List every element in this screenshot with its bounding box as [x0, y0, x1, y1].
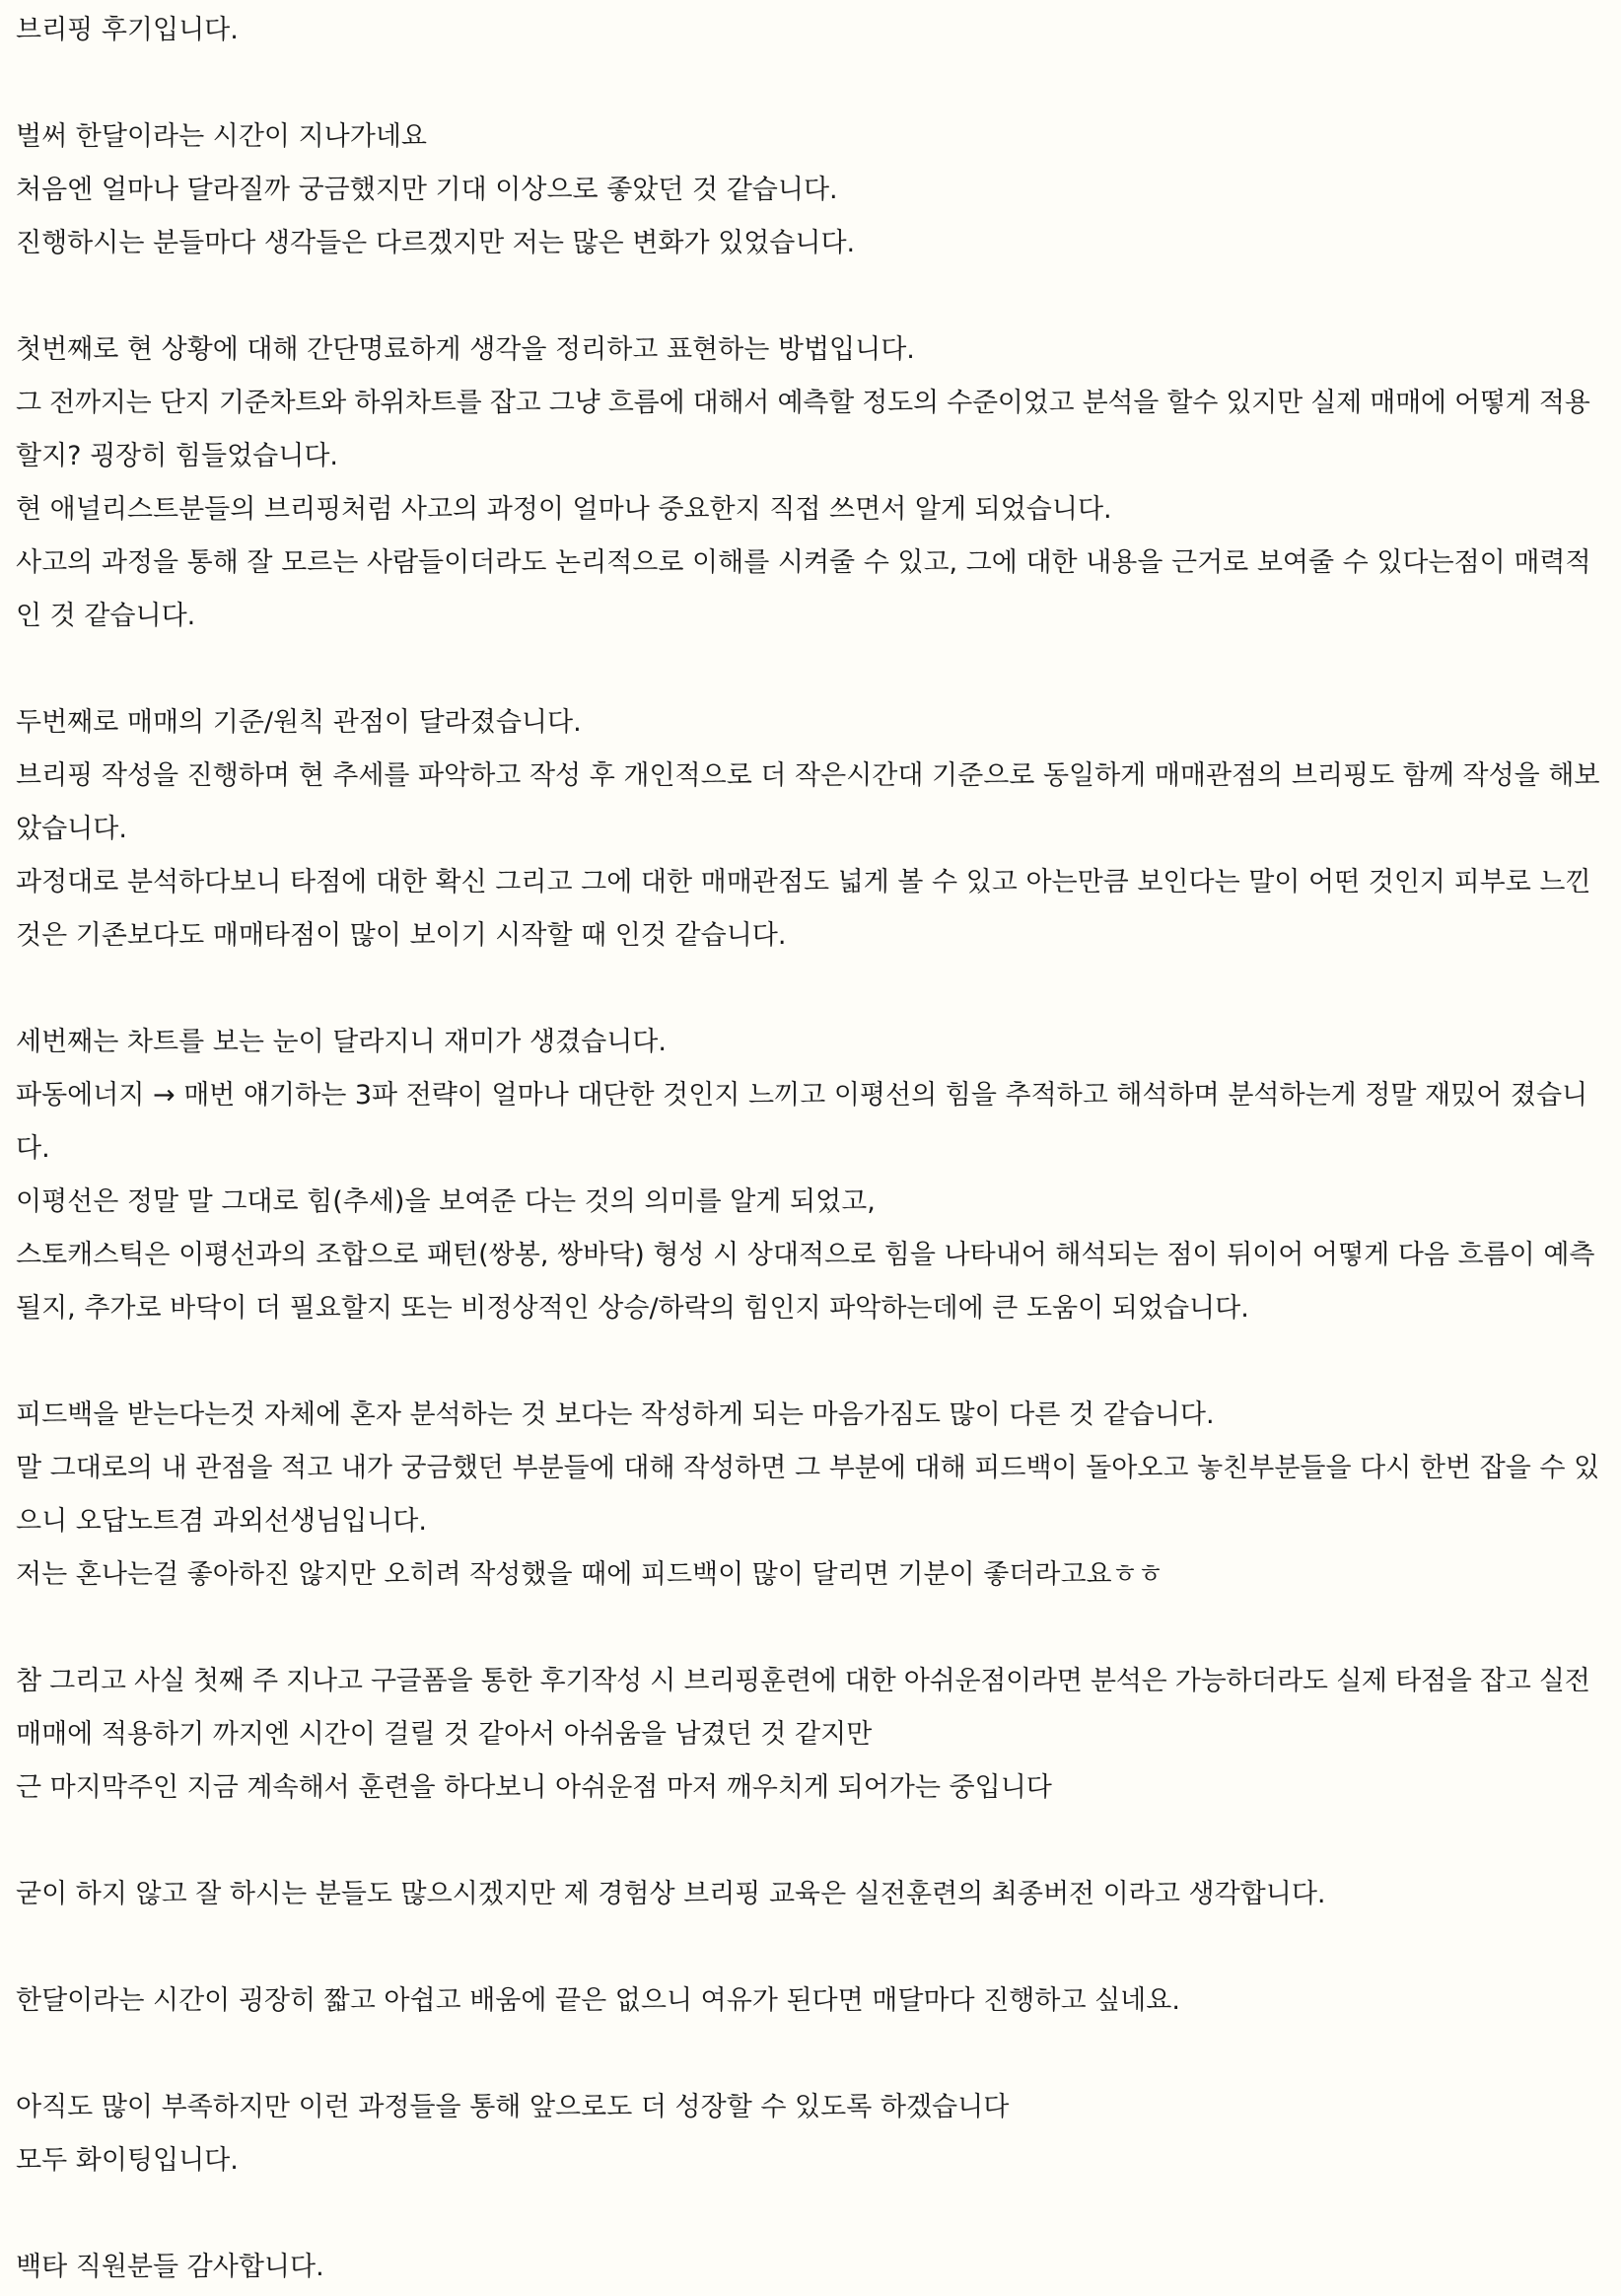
text-line: 한달이라는 시간이 굉장히 짧고 아쉽고 배움에 끝은 없으니 여유가 된다면 매달마다 진행하고 싶네요.	[16, 1985, 1180, 2016]
text-line: 스토캐스틱은 이평선과의 조합으로 패턴(쌍봉, 쌍바닥) 형성 시 상대적으로 힘을 나타내어 해석되는 점이 뒤이어 어떻게 다음 흐름이 예측	[16, 1240, 1595, 1270]
text-line: 매매에 적용하기 까지엔 시간이 걸릴 것 같아서 아쉬움을 남겼던 것 같지만	[16, 1719, 873, 1750]
paragraph-gap	[16, 1921, 1601, 1974]
text-line: 할지? 굉장히 힘들었습니다.	[16, 441, 338, 471]
paragraph-closing	[16, 2081, 1601, 2188]
text-line: 브리핑 작성을 진행하며 현 추세를 파악하고 작성 후 개인적으로 더 작은시간대 기준으로 동일하게 매매관점의 브리핑도 함께 작성을 해보	[16, 760, 1600, 791]
paragraph-opinion	[16, 1868, 1601, 1921]
text-line: 될지, 추가로 바닥이 더 필요할지 또는 비정상적인 상승/하락의 힘인지 파악하는데에 큰 도움이 되었습니다.	[16, 1293, 1249, 1324]
text-line: 진행하시는 분들마다 생각들은 다르겠지만 저는 많은 변화가 있었습니다.	[16, 228, 856, 258]
paragraph-gap	[16, 270, 1601, 323]
paragraph-gap	[16, 643, 1601, 696]
text-line: 저는 혼나는걸 좋아하진 않지만 오히려 작성했을 때에 피드백이 많이 달리면 기분이 좋더라고요ㅎㅎ	[16, 1559, 1163, 1590]
text-line: 벌써 한달이라는 시간이 지나가네요	[16, 121, 427, 152]
text-line: 백타 직원분들 감사합니다.	[16, 2252, 324, 2282]
paragraph-gap	[16, 963, 1601, 1016]
text-line: 것은 기존보다도 매매타점이 많이 보이기 시작할 때 인것 같습니다.	[16, 920, 787, 951]
text-line: 과정대로 분석하다보니 타점에 대한 확신 그리고 그에 대한 매매관점도 넓게 볼 수 있고 아는만큼 보인다는 말이 어떤 것인지 피부로 느낀	[16, 867, 1591, 897]
paragraph-gap	[16, 1335, 1601, 1389]
text-line: 말 그대로의 내 관점을 적고 내가 궁금했던 부분들에 대해 작성하면 그 부분에 대해 피드백이 돌아오고 놓친부분들을 다시 한번 잡을 수 있	[16, 1453, 1600, 1483]
paragraph-reflection	[16, 1655, 1601, 1815]
text-line: 첫번째로 현 상황에 대해 간단명료하게 생각을 정리하고 표현하는 방법입니다.	[16, 334, 915, 365]
text-line: 파동에너지 → 매번 얘기하는 3파 전략이 얼마나 대단한 것인지 느끼고 이평선의 힘을 추적하고 해석하며 분석하는게 정말 재밌어 졌습니	[16, 1080, 1588, 1111]
text-line: 참 그리고 사실 첫째 주 지나고 구글폼을 통한 후기작성 시 브리핑훈련에 대한 아쉬운점이라면 분석은 가능하더라도 실제 타점을 잡고 실전	[16, 1666, 1590, 1696]
text-line: 현 애널리스트분들의 브리핑처럼 사고의 과정이 얼마나 중요한지 직접 쓰면서 알게 되었습니다.	[16, 494, 1112, 525]
paragraph-second-point	[16, 696, 1601, 963]
text-line: 으니 오답노트겸 과외선생님입니다.	[16, 1506, 427, 1537]
text-line: 았습니다.	[16, 814, 127, 844]
text-line: 모두 화이팅입니다.	[16, 2145, 239, 2176]
paragraph-intro	[16, 110, 1601, 270]
paragraph-feedback	[16, 1389, 1601, 1602]
text-line: 그 전까지는 단지 기준차트와 하위차트를 잡고 그냥 흐름에 대해서 예측할 정도의 수준이었고 분석을 할수 있지만 실제 매매에 어떻게 적용	[16, 388, 1590, 418]
paragraph-gap	[16, 1602, 1601, 1655]
text-line: 인 것 같습니다.	[16, 601, 196, 631]
text-line: 다.	[16, 1133, 50, 1164]
text-line: 사고의 과정을 통해 잘 모르는 사람들이더라도 논리적으로 이해를 시켜줄 수 있고, 그에 대한 내용을 근거로 보여줄 수 있다는점이 매력적	[16, 547, 1591, 578]
paragraph-gap	[16, 2028, 1601, 2081]
text-line: 피드백을 받는다는것 자체에 혼자 분석하는 것 보다는 작성하게 되는 마음가짐도 많이 다른 것 같습니다.	[16, 1399, 1215, 1430]
paragraph-third-point	[16, 1016, 1601, 1335]
paragraph-wish	[16, 1974, 1601, 2028]
text-line: 브리핑 후기입니다.	[16, 15, 239, 45]
text-line: 두번째로 매매의 기준/원칙 관점이 달라졌습니다.	[16, 707, 582, 738]
review-document	[16, 4, 1601, 2294]
paragraph-gap	[16, 1815, 1601, 1868]
paragraph-gap	[16, 2188, 1601, 2241]
text-line: 처음엔 얼마나 달라질까 궁금했지만 기대 이상으로 좋았던 것 같습니다.	[16, 175, 838, 205]
paragraph-title	[16, 4, 1601, 57]
paragraph-gap	[16, 57, 1601, 110]
text-line: 근 마지막주인 지금 계속해서 훈련을 하다보니 아쉬운점 마저 깨우치게 되어가는 중입니다	[16, 1772, 1052, 1803]
text-line: 세번째는 차트를 보는 눈이 달라지니 재미가 생겼습니다.	[16, 1027, 667, 1057]
text-line: 아직도 많이 부족하지만 이런 과정들을 통해 앞으로도 더 성장할 수 있도록 하겠습니다	[16, 2092, 1010, 2122]
text-line: 이평선은 정말 말 그대로 힘(추세)을 보여준 다는 것의 의미를 알게 되었고,	[16, 1186, 876, 1217]
paragraph-thanks	[16, 2241, 1601, 2294]
paragraph-first-point	[16, 323, 1601, 643]
text-line: 굳이 하지 않고 잘 하시는 분들도 많으시겠지만 제 경험상 브리핑 교육은 실전훈련의 최종버전 이라고 생각합니다.	[16, 1879, 1326, 1909]
